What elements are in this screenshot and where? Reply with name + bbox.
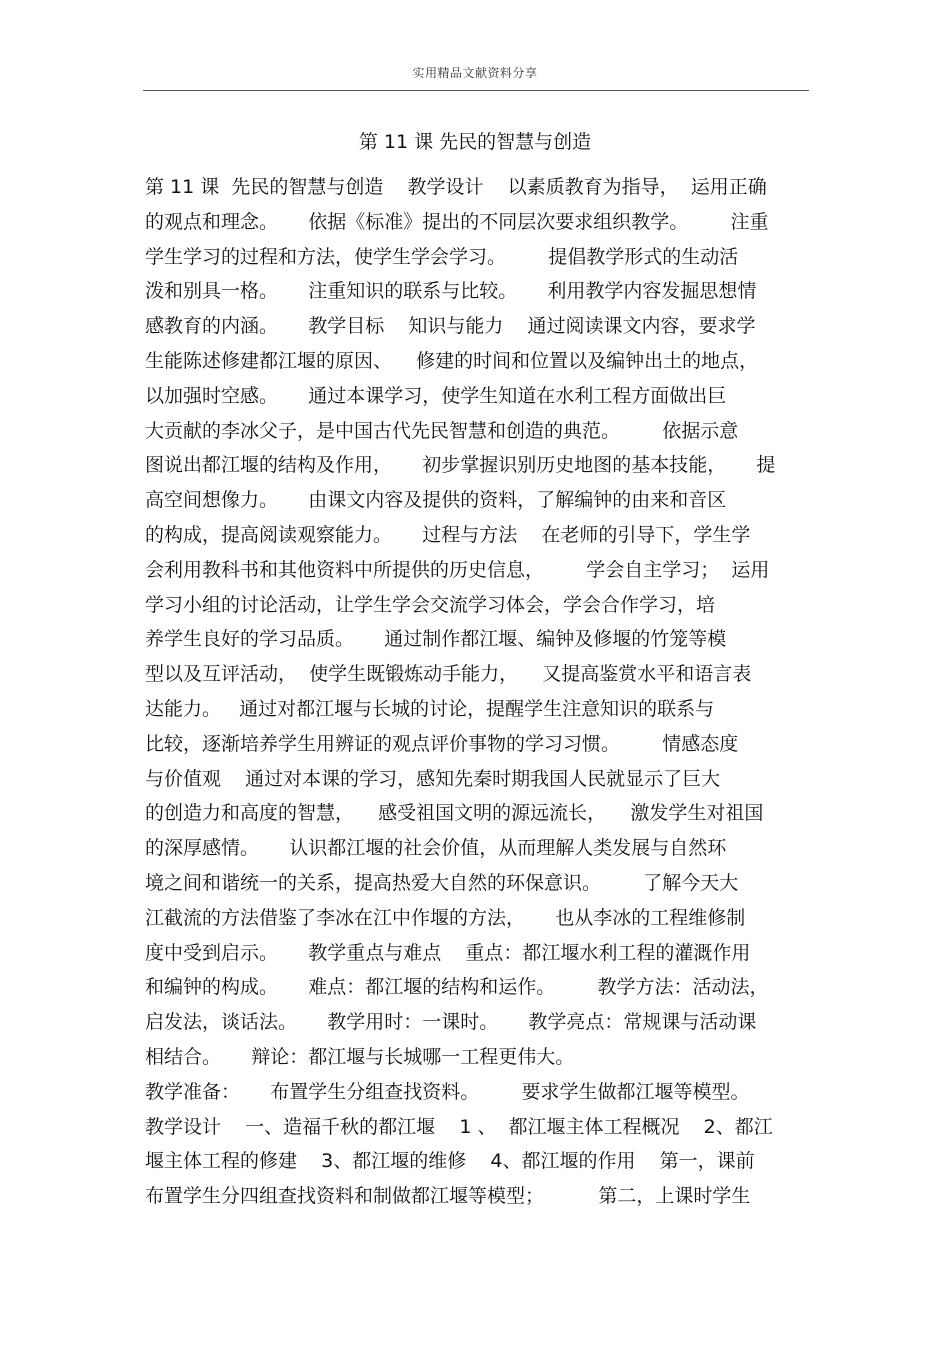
body-line: 养学生良好的学习品质。 通过制作都江堰、编钟及修堰的竹笼等模 — [145, 628, 727, 651]
document-title: 第 11 课 先民的智慧与创造 — [358, 131, 592, 153]
body-line: 教学设计 一、造福千秋的都江堰 1 、 都江堰主体工程概况 2、都江 — [145, 1115, 773, 1138]
body-line: 比较，逐渐培养学生用辨证的观点评价事物的学习习惯。 情感态度 — [145, 732, 739, 755]
body-line: 教学准备： 布置学生分组查找资料。 要求学生做都江堰等模型。 — [145, 1080, 750, 1103]
body-line: 的深厚感情。 认识都江堰的社会价值，从而理解人类发展与自然环 — [145, 837, 727, 860]
page-header: 实用精品文献资料分享 — [412, 66, 538, 80]
body-line: 和编钟的构成。 难点：都江堰的结构和运作。 教学方法：活动法， — [145, 976, 769, 999]
body-line: 启发法，谈话法。 教学用时：一课时。 教学亮点：常规课与活动课 — [145, 1011, 757, 1034]
body-line: 达能力。 通过对都江堰与长城的讨论，提醒学生注意知识的联系与 — [145, 697, 715, 720]
body-line: 会利用教科书和其他资料中所提供的历史信息， 学会自主学习； 运用 — [145, 558, 770, 581]
body-line: 境之间和谐统一的关系，提高热爱大自然的环保意识。 了解今天大 — [145, 871, 739, 894]
body-line: 布置学生分四组查找资料和制做都江堰等模型； 第二，上课时学生 — [145, 1185, 751, 1208]
body-line: 堰主体工程的修建 3、都江堰的维修 4、都江堰的作用 第一，课前 — [145, 1150, 755, 1173]
body-line: 第 11 课 先民的智慧与创造 教学设计 以素质教育为指导， 运用正确 — [145, 176, 767, 198]
body-line: 的构成，提高阅读观察能力。 过程与方法 在老师的引导下，学生学 — [145, 523, 751, 546]
body-line: 高空间想像力。 由课文内容及提供的资料，了解编钟的由来和音区 — [145, 489, 727, 512]
body-line: 学生学习的过程和方法，使学生学会学习。 提倡教学形式的生动活 — [145, 245, 739, 268]
document-body — [145, 170, 815, 1214]
body-line: 生能陈述修建都江堰的原因、 修建的时间和位置以及编钟出土的地点， — [145, 349, 759, 372]
body-line: 泼和别具一格。 注重知识的联系与比较。 利用教学内容发掘思想情 — [145, 280, 757, 303]
body-line: 大贡献的李冰父子，是中国古代先民智慧和创造的典范。 依据示意 — [145, 419, 739, 442]
header-divider — [143, 90, 809, 91]
body-line: 的创造力和高度的智慧， 感受祖国文明的源远流长， 激发学生对祖国 — [145, 802, 764, 825]
body-line: 度中受到启示。 教学重点与难点 重点：都江堰水利工程的灌溉作用 — [145, 941, 751, 964]
body-line: 江截流的方法借鉴了李冰在江中作堰的方法， 也从李冰的工程维修制 — [145, 906, 746, 929]
body-line: 与价值观 通过对本课的学习，感知先秦时期我国人民就显示了巨大 — [145, 767, 721, 790]
body-line: 以加强时空感。 通过本课学习，使学生知道在水利工程方面做出巨 — [145, 384, 727, 407]
body-line: 学习小组的讨论活动，让学生学会交流学习体会，学会合作学习，培 — [145, 593, 716, 616]
body-line: 的观点和理念。 依据《标准》提出的不同层次要求组织教学。 注重 — [145, 210, 769, 233]
body-line: 感教育的内涵。 教学目标 知识与能力 通过阅读课文内容，要求学 — [145, 315, 756, 338]
body-line: 图说出都江堰的结构及作用， 初步掌握识别历史地图的基本技能， 提 — [145, 454, 776, 477]
body-line: 相结合。 辩论：都江堰与长城哪一工程更伟大。 — [145, 1045, 575, 1068]
body-line: 型以及互评活动， 使学生既锻炼动手能力， 又提高鉴赏水平和语言表 — [145, 663, 752, 686]
